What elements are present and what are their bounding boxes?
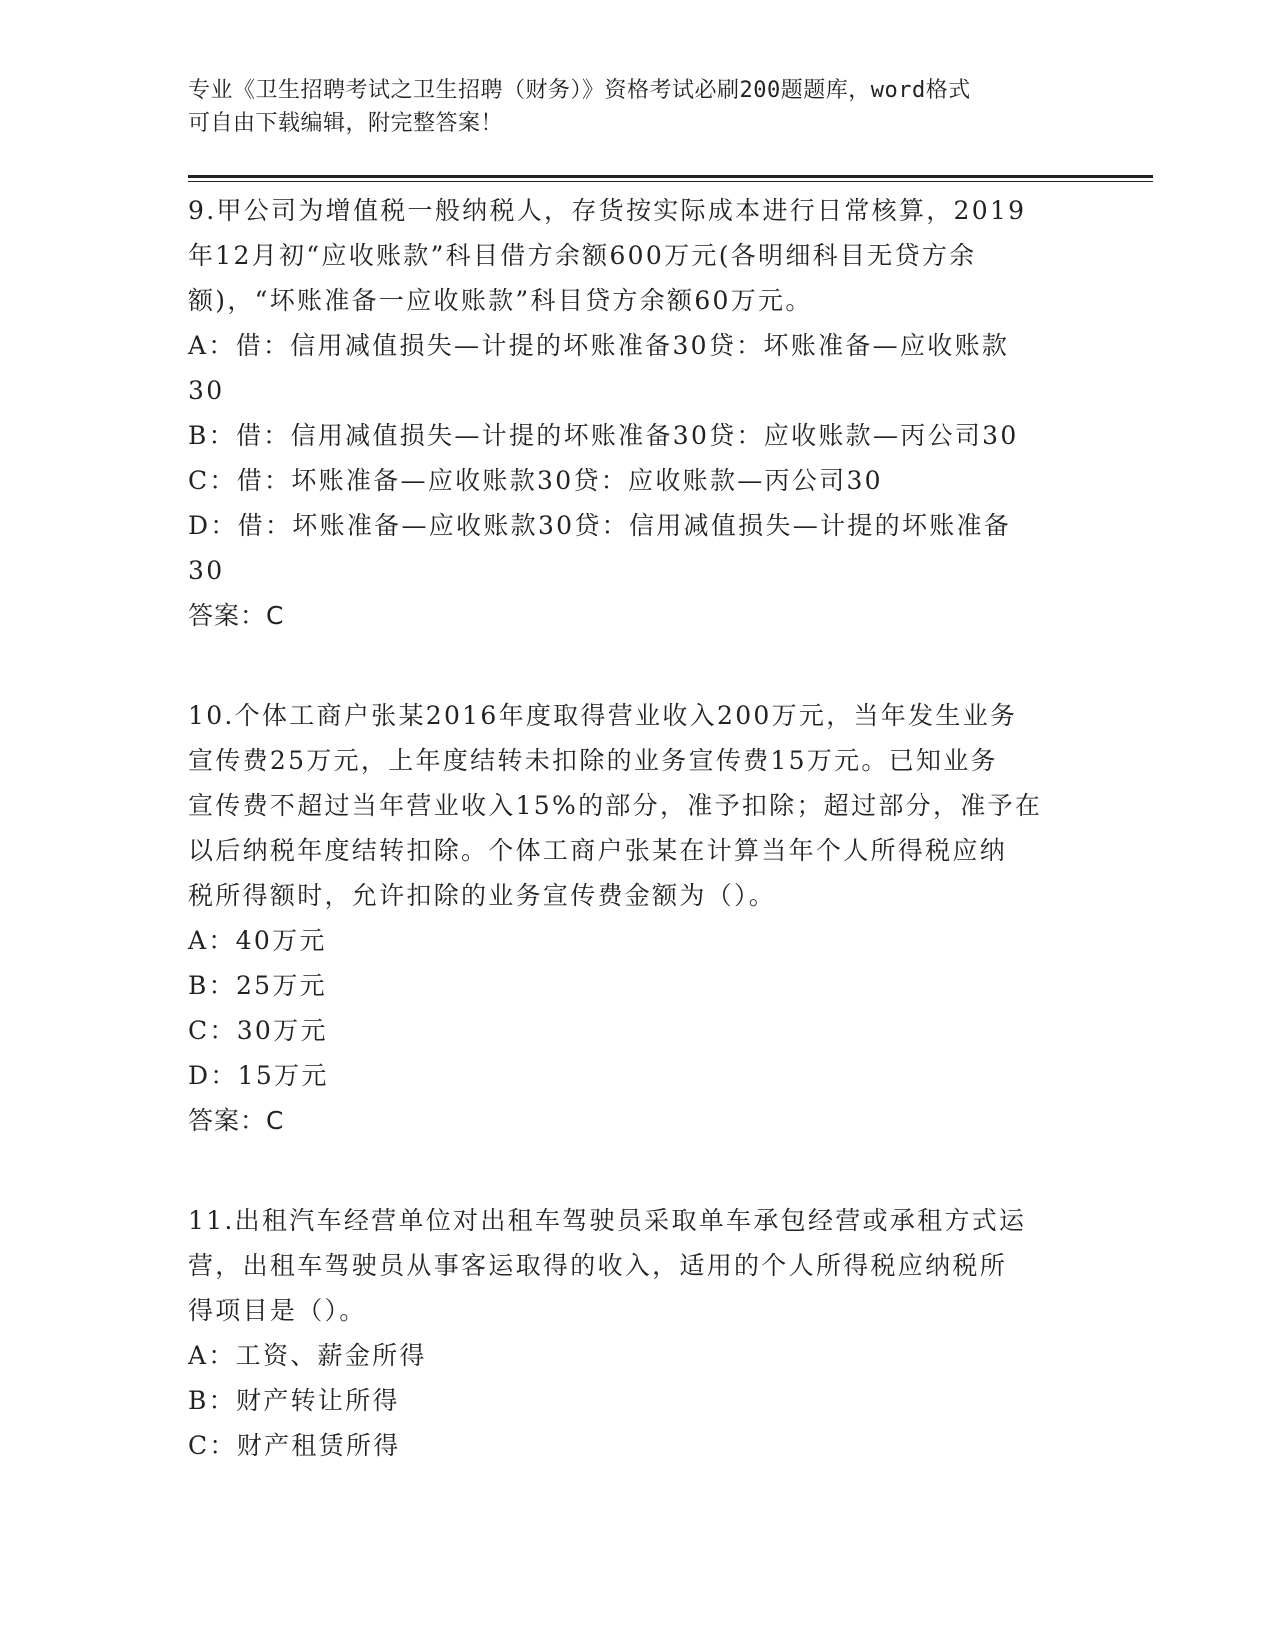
header-divider-thin <box>188 181 1153 182</box>
option-a: A：40万元 <box>188 926 327 955</box>
option-a-continuation: 30 <box>188 376 225 405</box>
question-text-line: 税所得额时，允许扣除的业务宣传费金额为（）。 <box>188 881 777 910</box>
option-c: C：财产租赁所得 <box>188 1431 401 1460</box>
answer-label: 答案：C <box>188 1106 285 1135</box>
option-d: D：15万元 <box>188 1061 329 1090</box>
question-text-line: 营，出租车驾驶员从事客运取得的收入，适用的个人所得税应纳税所 <box>188 1251 1008 1280</box>
answer-label: 答案：C <box>188 601 285 630</box>
question-text-line: 得项目是（）。 <box>188 1296 367 1325</box>
question-text-line: 10.个体工商户张某2016年度取得营业收入200万元，当年发生业务 <box>188 701 1018 730</box>
question-spacer <box>188 1143 1088 1198</box>
option-a: A：借：信用减值损失—计提的坏账准备30贷：坏账准备—应收账款 <box>188 331 1010 360</box>
question-9 <box>188 188 1088 638</box>
option-a: A：工资、薪金所得 <box>188 1341 427 1370</box>
question-text-line: 宣传费25万元，上年度结转未扣除的业务宣传费15万元。已知业务 <box>188 746 998 775</box>
option-c: C：30万元 <box>188 1016 328 1045</box>
question-spacer <box>188 638 1088 693</box>
option-d-continuation: 30 <box>188 556 225 585</box>
option-b: B：借：信用减值损失—计提的坏账准备30贷：应收账款—丙公司30 <box>188 421 1019 450</box>
option-b: B：财产转让所得 <box>188 1386 400 1415</box>
document-body <box>188 188 1088 1468</box>
header-divider-thick <box>188 175 1153 178</box>
question-text-line: 年12月初“应收账款”科目借方余额600万元(各明细科目无贷方余 <box>188 241 977 270</box>
question-11 <box>188 1198 1088 1468</box>
header-line-1: 专业《卫生招聘考试之卫生招聘（财务）》资格考试必刷200题题库，word格式 <box>188 78 971 103</box>
option-b: B：25万元 <box>188 971 327 1000</box>
option-c: C：借：坏账准备—应收账款30贷：应收账款—丙公司30 <box>188 466 883 495</box>
document-header <box>188 74 1068 140</box>
question-text-line: 11.出租汽车经营单位对出租车驾驶员采取单车承包经营或承租方式运 <box>188 1206 1027 1235</box>
question-10 <box>188 693 1088 1143</box>
question-text-line: 9.甲公司为增值税一般纳税人，存货按实际成本进行日常核算，2019 <box>188 196 1027 225</box>
header-line-2: 可自由下载编辑，附完整答案！ <box>188 111 504 136</box>
option-d: D：借：坏账准备—应收账款30贷：信用减值损失—计提的坏账准备 <box>188 511 1012 540</box>
question-text-line: 额)，“坏账准备一应收账款”科目贷方余额60万元。 <box>188 286 813 315</box>
question-text-line: 以后纳税年度结转扣除。个体工商户张某在计算当年个人所得税应纳 <box>188 836 1008 865</box>
question-text-line: 宣传费不超过当年营业收入15%的部分，准予扣除；超过部分，准予在 <box>188 791 1043 820</box>
